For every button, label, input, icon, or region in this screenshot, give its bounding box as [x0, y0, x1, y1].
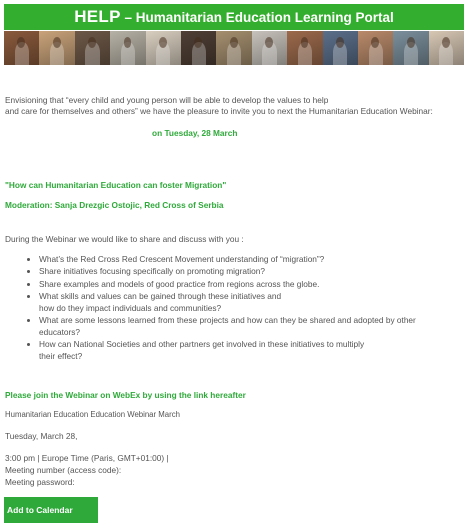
banner-photo — [358, 31, 393, 65]
discussion-topic-text-continued: their effect? — [39, 350, 83, 361]
discussion-topic-text-continued: how do they impact individuals and communities? — [39, 302, 222, 313]
discussion-topic — [39, 339, 468, 363]
banner-photo — [181, 31, 216, 65]
webex-meeting-number: Meeting number (access code): — [5, 465, 122, 475]
discussion-topic — [39, 315, 468, 339]
webex-meeting-time: 3:00 pm | Europe Time (Paris, GMT+01:00) | — [5, 453, 169, 463]
intro-paragraph — [5, 95, 465, 117]
discussion-topic-text: How can National Societies and other partners get involved in these initiatives to multiply — [39, 339, 365, 350]
banner-photo — [110, 31, 145, 65]
banner-photo — [75, 31, 110, 65]
webex-meeting-date: Tuesday, March 28, — [5, 431, 78, 441]
discussion-topic — [39, 279, 468, 291]
banner-photo — [393, 31, 428, 65]
photo-banner — [4, 31, 464, 65]
webinar-question: "How can Humanitarian Education can foster Migration" — [5, 180, 227, 190]
banner-photo — [323, 31, 358, 65]
banner-photo — [146, 31, 181, 65]
discussion-topic — [39, 291, 468, 315]
intro-line-1: Envisioning that “every child and young person will be able to develop the values to help — [5, 95, 329, 105]
discussion-topic — [39, 254, 468, 266]
webinar-moderation: Moderation: Sanja Drezgic Ostojic, Red Cross of Serbia — [5, 200, 224, 210]
discussion-topic-text-continued: educators? — [39, 326, 81, 337]
webinar-date: on Tuesday, 28 March — [152, 128, 238, 138]
discussion-topic-text: Share initiatives focusing specifically on promoting migration? — [39, 266, 265, 277]
header-title-main: HELP — [74, 7, 121, 26]
discussion-topic — [39, 266, 468, 278]
discussion-topics-list — [25, 254, 468, 363]
add-to-calendar-button[interactable]: Add to Calendar — [4, 497, 98, 523]
discussion-intro: During the Webinar we would like to share and discuss with you : — [5, 234, 244, 244]
discussion-topic-text: What are some lessons learned from these projects and how can they be shared and adopted by other — [39, 314, 416, 325]
discussion-topic-text: What’s the Red Cross Red Crescent Movement understanding of “migration”? — [39, 254, 325, 264]
webex-join-heading: Please join the Webinar on WebEx by using the link hereafter — [5, 390, 246, 400]
discussion-topic-text: What skills and values can be gained through these initiatives and — [39, 290, 282, 301]
header-title-subtitle: – Humanitarian Education Learning Portal — [120, 10, 394, 25]
webex-meeting-title: Humanitarian Education Education Webinar March — [5, 410, 180, 419]
banner-photo — [252, 31, 287, 65]
banner-photo — [216, 31, 251, 65]
banner-photo — [287, 31, 322, 65]
discussion-topic-text: Share examples and models of good practice from regions across the globe. — [39, 278, 320, 289]
webex-meeting-password: Meeting password: — [5, 477, 75, 487]
banner-photo — [429, 31, 464, 65]
banner-photo — [39, 31, 74, 65]
intro-line-2: and care for themselves and others” we have the pleasure to invite you to next the Humanitarian Education Webinar: — [5, 106, 433, 116]
banner-photo — [4, 31, 39, 65]
portal-header — [4, 4, 464, 30]
